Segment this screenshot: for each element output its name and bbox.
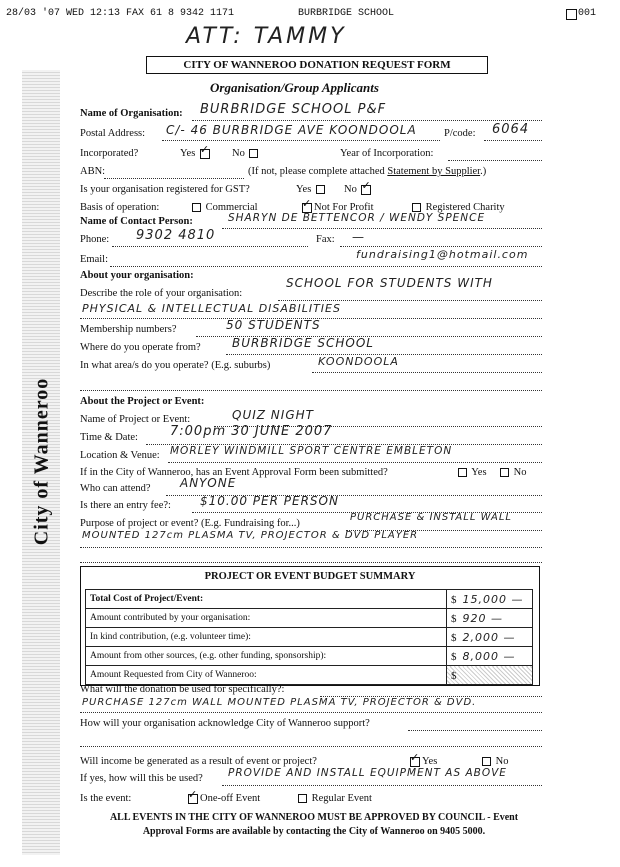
contact-person-value[interactable]: SHARYN DE BETTENCOR / WENDY SPENCE xyxy=(228,212,486,224)
gst-no[interactable] xyxy=(344,184,373,195)
budget-row xyxy=(86,647,533,666)
contact-person-label: Name of Contact Person: xyxy=(80,216,193,227)
email-label: Email: xyxy=(80,254,108,265)
operate-from-value[interactable]: BURBRIDGE SCHOOL xyxy=(232,336,374,350)
checkbox-icon xyxy=(482,757,491,766)
budget-row-amount[interactable] xyxy=(447,590,533,609)
area-line-1 xyxy=(312,372,542,373)
email-value[interactable]: fundraising1@hotmail.com xyxy=(356,248,529,261)
attend-value[interactable]: ANYONE xyxy=(180,476,237,490)
event-name-value[interactable]: QUIZ NIGHT xyxy=(232,408,314,422)
footer-line-1: ALL EVENTS IN THE CITY OF WANNEROO MUST BE APPROVED BY COUNCIL - Event xyxy=(109,812,519,823)
purpose-line-3 xyxy=(80,562,542,563)
checked-box-icon xyxy=(410,757,420,767)
budget-row-label: Total Cost of Project/Event: xyxy=(86,590,447,609)
budget-row xyxy=(86,628,533,647)
incorporated-yes[interactable] xyxy=(180,148,212,159)
phone-label: Phone: xyxy=(80,234,110,245)
location-label: Location & Venue: xyxy=(80,450,160,461)
event-type-label: Is the event: xyxy=(80,793,132,804)
checkbox-icon xyxy=(316,185,325,194)
incorporated-label: Incorporated? xyxy=(80,148,139,159)
gst-label: Is your organisation registered for GST? xyxy=(80,184,250,195)
location-line xyxy=(168,462,542,463)
budget-heading: PROJECT OR EVENT BUDGET SUMMARY xyxy=(204,571,416,582)
year-incorporation-label: Year of Incorporation: xyxy=(340,148,434,159)
basis-commercial-text: Commercial xyxy=(205,202,258,213)
statement-by-supplier-link[interactable]: Statement by Supplier xyxy=(387,166,481,177)
donation-use-value[interactable]: PURCHASE 127cm WALL MOUNTED PLASMA TV, PROJECTOR & DVD. xyxy=(82,697,477,708)
role-value-2[interactable]: PHYSICAL & INTELLECTUAL DISABILITIES xyxy=(82,302,341,315)
income-use-value[interactable]: PROVIDE AND INSTALL EQUIPMENT AS ABOVE xyxy=(228,767,507,779)
time-date-value[interactable]: 7:00pm 30 JUNE 2007 xyxy=(170,424,333,439)
footer-line-2: Approval Forms are available by contacting the City of Wanneroo on 9405 5000. xyxy=(142,826,486,837)
phone-line xyxy=(112,246,308,247)
checked-box-icon xyxy=(200,149,210,159)
postcode-value[interactable]: 6064 xyxy=(492,122,530,137)
approval-yes-text: Yes xyxy=(471,467,487,478)
budget-row-label: Amount Requested from City of Wanneroo: xyxy=(86,666,447,685)
entry-fee-value[interactable]: $10.00 PER PERSON xyxy=(200,494,339,508)
event-regular-text: Regular Event xyxy=(311,793,372,804)
membership-label: Membership numbers? xyxy=(80,324,177,335)
org-name-line xyxy=(192,120,542,121)
budget-row xyxy=(86,666,533,685)
budget-row-amount[interactable] xyxy=(447,628,533,647)
income-use-label: If yes, how will this be used? xyxy=(80,773,203,784)
gst-yes-text: Yes xyxy=(296,184,312,195)
fax-page-number: 001 xyxy=(578,8,597,19)
acknowledge-line-2 xyxy=(80,746,542,747)
entry-fee-label: Is there an entry fee?: xyxy=(80,500,171,511)
abn-note-pre: (If not, please complete attached xyxy=(248,166,385,177)
budget-amount-value: 15,000 — xyxy=(462,592,524,606)
currency-symbol: $ xyxy=(451,650,457,663)
about-org-heading: About your organisation: xyxy=(80,270,194,281)
event-regular[interactable] xyxy=(296,793,372,804)
postal-address-line xyxy=(162,140,440,141)
purpose-label: Purpose of project or event? (E.g. Fundraising for...) xyxy=(80,518,300,529)
currency-symbol: $ xyxy=(451,669,457,682)
postal-address-label: Postal Address: xyxy=(80,128,146,139)
fax-page-icon xyxy=(566,9,577,20)
gst-yes[interactable] xyxy=(296,184,327,195)
checkbox-icon xyxy=(500,468,509,477)
approval-yes[interactable] xyxy=(456,467,487,478)
org-name-label: Name of Organisation: xyxy=(80,108,183,119)
income-no-text: No xyxy=(495,756,509,767)
currency-symbol: $ xyxy=(451,631,457,644)
acknowledge-label: How will your organisation acknowledge City of Wanneroo support? xyxy=(80,718,370,729)
contact-person-line xyxy=(222,228,542,229)
currency-symbol: $ xyxy=(451,593,457,606)
area-value[interactable]: KOONDOOLA xyxy=(318,355,399,368)
form-title-box xyxy=(146,56,488,74)
budget-summary-box xyxy=(80,566,540,686)
budget-amount-value: 920 — xyxy=(462,611,503,625)
basis-charity-text: Registered Charity xyxy=(425,202,505,213)
fax-line xyxy=(340,246,542,247)
fax-value[interactable]: — xyxy=(352,230,365,244)
purpose-line-2 xyxy=(80,547,542,548)
budget-row-amount[interactable] xyxy=(447,647,533,666)
checkbox-icon xyxy=(458,468,467,477)
time-date-label: Time & Date: xyxy=(80,432,138,443)
budget-table xyxy=(85,589,533,685)
budget-row-label: Amount from other sources, (e.g. other funding, sponsorship): xyxy=(86,647,447,666)
checkbox-icon xyxy=(192,203,201,212)
event-name-label: Name of Project or Event: xyxy=(80,414,191,425)
postcode-label: P/code: xyxy=(444,128,476,139)
purpose-value-1[interactable]: PURCHASE & INSTALL WALL xyxy=(350,512,512,523)
role-label: Describe the role of your organisation: xyxy=(80,288,243,299)
abn-note-post: .) xyxy=(480,166,487,177)
budget-row xyxy=(86,590,533,609)
membership-value[interactable]: 50 STUDENTS xyxy=(226,318,321,332)
approval-no-text: No xyxy=(513,467,527,478)
phone-value[interactable]: 9302 4810 xyxy=(136,228,216,243)
checkbox-icon xyxy=(249,149,258,158)
postal-address-value[interactable]: C/- 46 BURBRIDGE AVE KOONDOOLA xyxy=(166,123,417,137)
checked-box-icon xyxy=(188,794,198,804)
event-oneoff[interactable] xyxy=(186,793,260,804)
budget-row-label: In kind contribution, (e.g. volunteer time): xyxy=(86,628,447,647)
checkbox-icon xyxy=(412,203,421,212)
form-title: CITY OF WANNEROO DONATION REQUEST FORM xyxy=(183,59,451,71)
attention-note: ATT: TAMMY xyxy=(186,24,347,49)
abn-label: ABN: xyxy=(80,166,106,177)
org-name-value[interactable]: BURBRIDGE SCHOOL P&F xyxy=(200,102,387,117)
approval-label: If in the City of Wanneroo, has an Event Approval Form been submitted? xyxy=(80,467,388,478)
incorporated-no-text: No xyxy=(232,148,245,159)
role-line-1 xyxy=(278,300,542,301)
budget-row-amount[interactable] xyxy=(447,609,533,628)
donation-use-label: What will the donation be used for specifically?: xyxy=(80,684,285,695)
income-yes-text: Yes xyxy=(422,756,438,767)
budget-amount-value: 2,000 — xyxy=(462,630,516,644)
postcode-line xyxy=(484,140,542,141)
budget-row-label: Amount contributed by your organisation: xyxy=(86,609,447,628)
gst-no-text: No xyxy=(344,184,357,195)
income-yes[interactable] xyxy=(408,756,437,767)
donation-use-line-2 xyxy=(80,712,542,713)
location-value[interactable]: MORLEY WINDMILL SPORT CENTRE EMBLETON xyxy=(170,445,453,457)
sidebar-label: City of Wanneroo xyxy=(30,377,53,546)
acknowledge-line-1 xyxy=(408,730,542,731)
area-line-2 xyxy=(80,390,542,391)
abn-line xyxy=(104,178,244,179)
fax-school: BURBRIDGE SCHOOL xyxy=(298,8,395,19)
checkbox-icon xyxy=(298,794,307,803)
approval-no[interactable] xyxy=(498,467,526,478)
purpose-value-2[interactable]: MOUNTED 127cm PLASMA TV, PROJECTOR & DVD PLAYER xyxy=(82,530,419,541)
abn-note xyxy=(248,166,486,177)
basis-nfp-text: Not For Profit xyxy=(314,202,374,213)
income-use-line xyxy=(222,785,542,786)
budget-row xyxy=(86,609,533,628)
section-applicants: Organisation/Group Applicants xyxy=(210,80,379,95)
year-incorporation-line xyxy=(448,160,542,161)
budget-amount-value: 8,000 — xyxy=(462,649,516,663)
operate-from-label: Where do you operate from? xyxy=(80,342,201,353)
incorporated-yes-text: Yes xyxy=(180,148,196,159)
fax-label: Fax: xyxy=(316,234,335,245)
basis-label: Basis of operation: xyxy=(80,202,160,213)
about-project-heading: About the Project or Event: xyxy=(80,396,205,407)
role-value-1[interactable]: SCHOOL FOR STUDENTS WITH xyxy=(286,276,493,290)
area-label: In what area/s do you operate? (E.g. suburbs) xyxy=(80,360,271,371)
currency-symbol: $ xyxy=(451,612,457,625)
income-no[interactable] xyxy=(480,756,508,767)
email-line xyxy=(110,266,542,267)
checked-box-icon xyxy=(361,185,371,195)
income-label: Will income be generated as a result of event or project? xyxy=(80,756,317,767)
fax-datetime: 28/03 '07 WED 12:13 FAX 61 8 9342 1171 xyxy=(6,8,235,19)
incorporated-no[interactable] xyxy=(232,148,260,159)
event-oneoff-text: One-off Event xyxy=(200,793,261,804)
budget-row-amount[interactable] xyxy=(447,666,533,685)
sidebar-banner xyxy=(22,70,60,855)
attend-label: Who can attend? xyxy=(80,483,151,494)
